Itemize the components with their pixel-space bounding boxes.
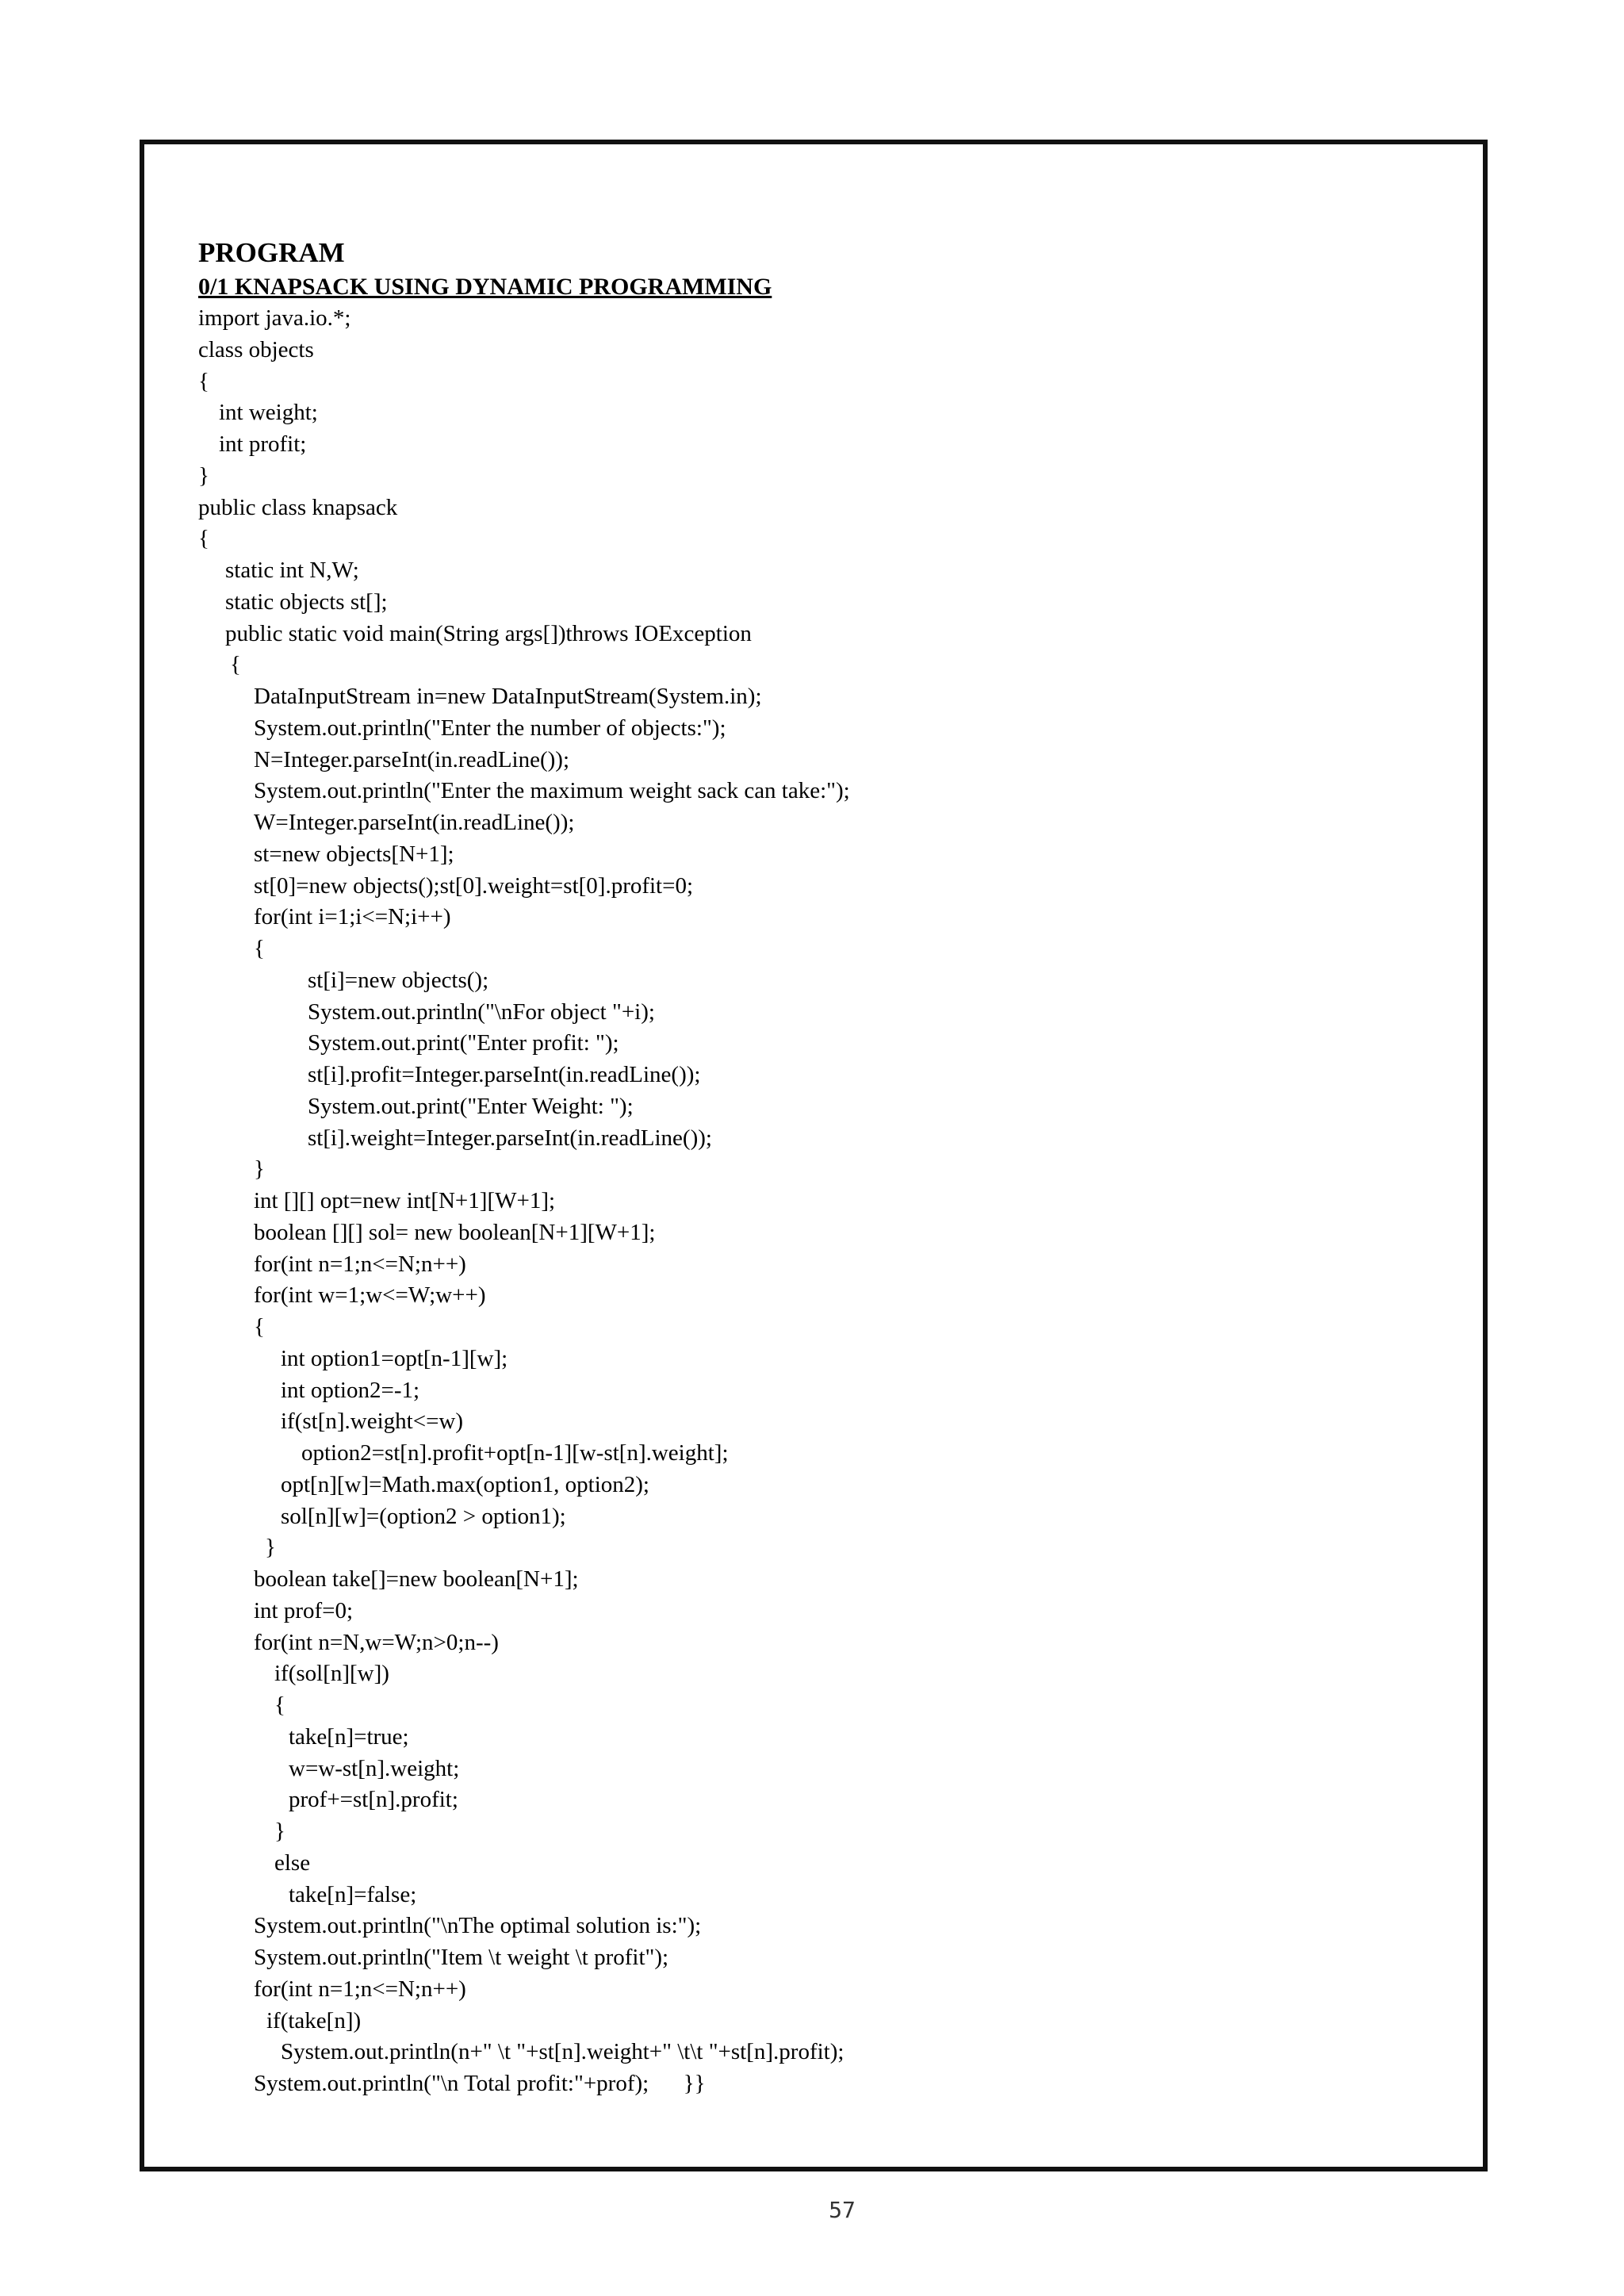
program-subtitle: 0/1 KNAPSACK USING DYNAMIC PROGRAMMING [198,274,772,300]
code-line: sol[n][w]=(option2 > option1); [281,1503,566,1529]
code-line: w=w-st[n].weight; [289,1755,460,1781]
code-line: System.out.println("Enter the maximum weight sack can take:"); [254,778,850,804]
code-line: int [][] opt=new int[N+1][W+1]; [254,1188,556,1213]
code-line: System.out.print("Enter profit: "); [308,1030,619,1056]
code-line: boolean [][] sol= new boolean[N+1][W+1]; [254,1219,656,1245]
code-line: static int N,W; [225,558,359,583]
code-line: { [198,526,209,552]
code-line: } [198,462,209,489]
code-line: static objects st[]; [225,588,388,615]
code-line: { [230,652,241,678]
code-line: if(st[n].weight<=w) [281,1409,464,1435]
code-line: int prof=0; [254,1597,354,1623]
code-line: take[n]=false; [289,1881,417,1907]
code-line: for(int w=1;w<=W;w++) [254,1282,486,1309]
code-line: System.out.println(n+" \t "+st[n].weight+" \t\t "+st[n].profit); [281,2039,845,2065]
code-block [198,303,1435,2100]
code-line: st[i]=new objects(); [308,967,489,993]
code-line: System.out.print("Enter Weight: "); [308,1093,634,1119]
code-line: DataInputStream in=new DataInputStream(System.in); [254,684,762,709]
code-line: System.out.println("\nThe optimal solution is:"); [254,1913,702,1939]
code-line: System.out.println("Item \t weight \t profit"); [254,1945,669,1970]
code-line: st[i].profit=Integer.parseInt(in.readLine()); [308,1062,701,1087]
code-line: class objects [198,336,314,362]
code-line: prof+=st[n].profit; [289,1787,458,1813]
code-line: } [265,1535,276,1561]
code-line: int profit; [219,431,307,457]
code-line: boolean take[]=new boolean[N+1]; [254,1566,579,1592]
code-line: else [274,1849,311,1876]
page-number: 57 [829,2197,856,2223]
code-line: W=Integer.parseInt(in.readLine()); [254,810,575,835]
code-line: st[0]=new objects();st[0].weight=st[0].profit=0; [254,872,694,899]
code-line: int option1=opt[n-1][w]; [281,1345,508,1371]
code-line: int weight; [219,400,318,426]
page-title: PROGRAM [198,237,345,268]
code-line: public static void main(String args[])throws IOException [225,620,752,646]
code-line: st=new objects[N+1]; [254,841,454,867]
code-line: } [254,1156,265,1182]
code-line: option2=st[n].profit+opt[n-1][w-st[n].weight]; [301,1440,729,1466]
code-line: import java.io.*; [198,305,351,331]
document-content [198,235,1435,2100]
code-line: N=Integer.parseInt(in.readLine()); [254,746,569,772]
code-line: for(int n=1;n<=N;n++) [254,1976,466,2002]
code-line: take[n]=true; [289,1723,409,1750]
code-line: opt[n][w]=Math.max(option1, option2); [281,1471,649,1497]
code-line: { [198,368,209,394]
code-line: st[i].weight=Integer.parseInt(in.readLine()); [308,1125,712,1151]
code-line: public class knapsack [198,494,398,520]
code-line: if(take[n]) [266,2007,362,2033]
code-line: if(sol[n][w]) [274,1661,389,1687]
code-line: System.out.println("\nFor object "+i); [308,999,655,1025]
code-line: System.out.println("Enter the number of objects:"); [254,715,726,741]
code-line: } [274,1819,285,1844]
code-line: for(int n=1;n<=N;n++) [254,1251,466,1277]
code-line: { [254,936,265,961]
code-line: { [254,1314,265,1340]
code-line: int option2=-1; [281,1377,420,1403]
code-line: for(int i=1;i<=N;i++) [254,904,451,930]
code-line: { [274,1692,285,1718]
code-line: for(int n=N,w=W;n>0;n--) [254,1629,499,1655]
code-line: System.out.println("\n Total profit:"+prof); }} [254,2071,706,2096]
